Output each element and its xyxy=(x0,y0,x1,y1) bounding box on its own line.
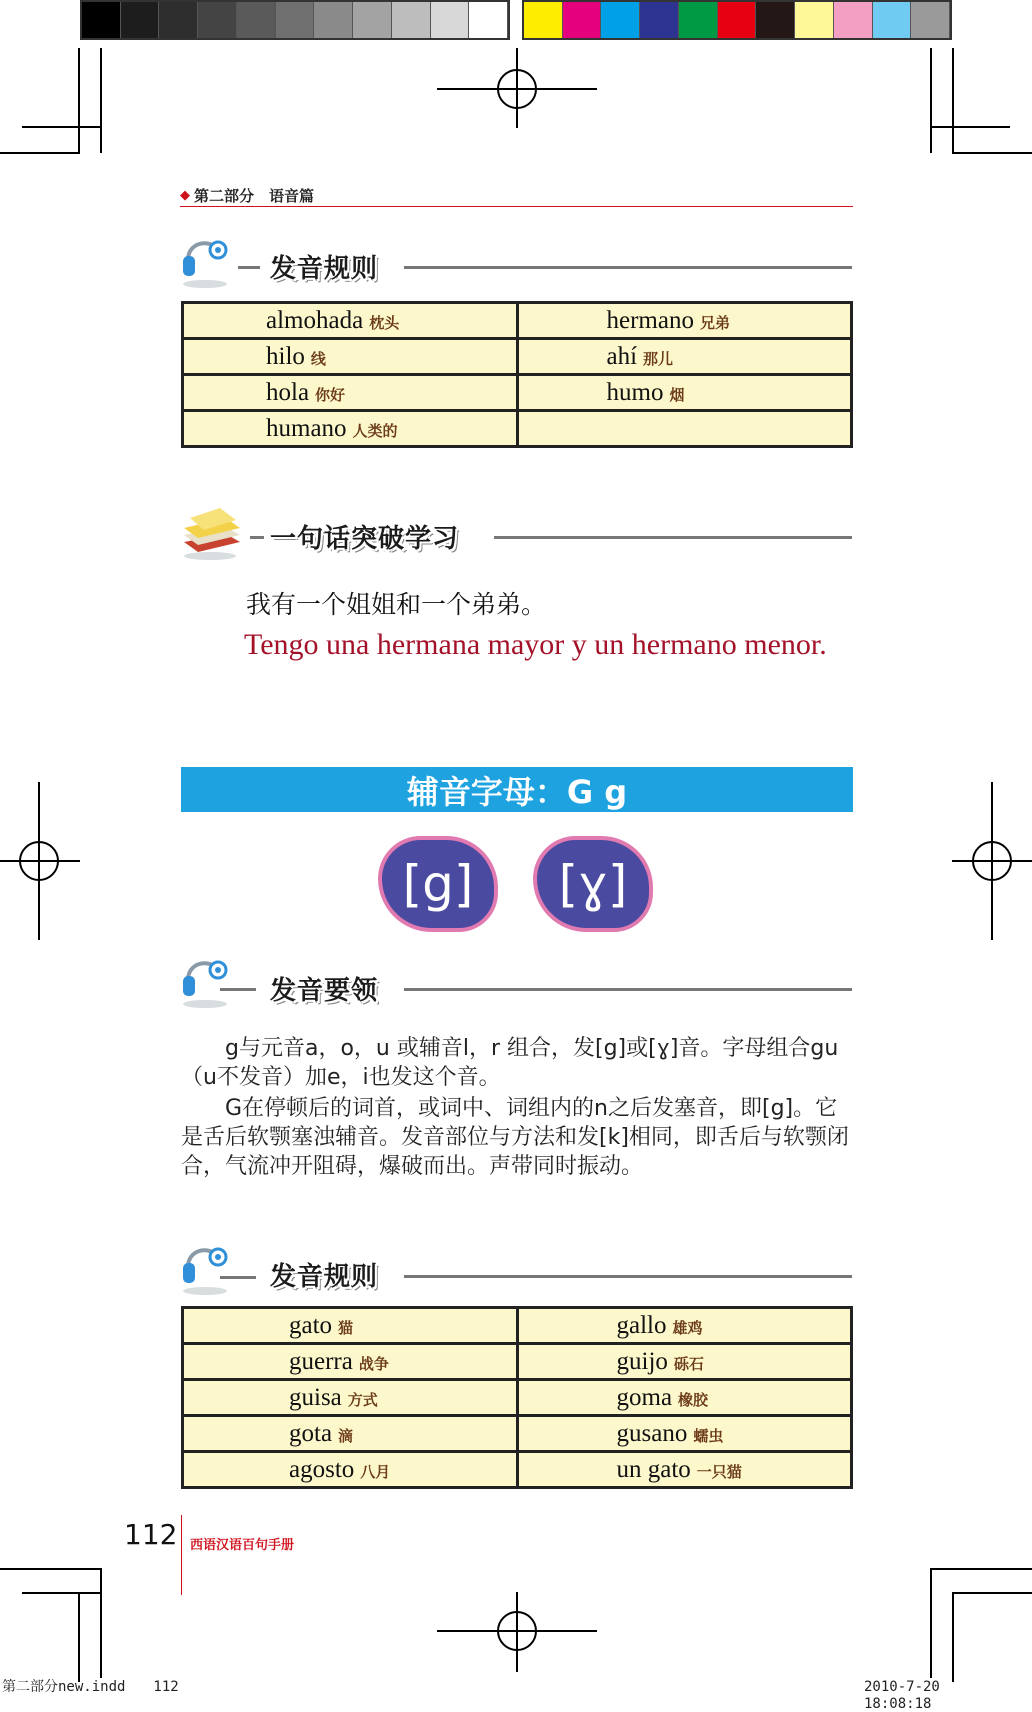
vocab-cell xyxy=(517,339,852,375)
gray-color-bar xyxy=(80,0,510,40)
color-swatch xyxy=(392,2,431,38)
color-swatch xyxy=(756,2,795,38)
pronunciation-rules-table xyxy=(181,1306,853,1489)
consonant-banner xyxy=(181,767,853,812)
color-swatch-bar xyxy=(522,0,952,40)
guide-title: 发音要领 xyxy=(270,976,379,1006)
pronunciation-rules-table xyxy=(181,301,853,448)
spanish-word: gusano xyxy=(616,1419,688,1447)
section-divider xyxy=(404,266,852,269)
color-swatch xyxy=(469,2,508,38)
sentence-chinese: 我有一个姐姐和一个弟弟。 xyxy=(246,590,547,619)
table-row xyxy=(183,375,852,411)
color-swatch xyxy=(640,2,679,38)
spanish-word: humano xyxy=(266,414,347,442)
guide-paragraph-1: g与元音a，o，u 或辅音l，r 组合，发[g]或[ɣ]音。字母组合gu（u不发音）加e，i也发这个音。 xyxy=(181,1036,839,1090)
vocab-cell xyxy=(517,1380,852,1416)
color-swatch xyxy=(524,2,563,38)
spanish-word: almohada xyxy=(266,306,364,334)
table-row xyxy=(183,1344,852,1380)
vocab-cell xyxy=(183,375,518,411)
color-swatch xyxy=(563,2,602,38)
print-timestamp: 2010-7-20 18:08:18 xyxy=(864,1679,968,1712)
color-swatch xyxy=(198,2,237,38)
spanish-word: agosto xyxy=(289,1455,355,1483)
spanish-word: humo xyxy=(606,378,664,406)
color-swatch xyxy=(795,2,834,38)
color-swatch xyxy=(873,2,912,38)
color-swatch xyxy=(276,2,315,38)
chinese-meaning: 兄弟 xyxy=(699,313,730,332)
chinese-meaning: 橡胶 xyxy=(678,1390,709,1409)
sentence-title: 一句话突破学习 xyxy=(270,524,460,554)
table-row xyxy=(183,303,852,339)
chinese-meaning: 砾石 xyxy=(673,1354,704,1373)
section-divider xyxy=(494,536,852,539)
guide-paragraph-2: G在停顿后的词首，或词中、词组内的n之后发塞音，即[g]。它是舌后软颚塞浊辅音。发音部位与方法和发[k]相同，即舌后与软颚闭合，气流冲开阻碍，爆破而出。声带同时振动。 xyxy=(181,1096,849,1179)
headphone-icon xyxy=(180,1235,230,1297)
vocab-cell xyxy=(183,303,518,339)
chinese-meaning: 人类的 xyxy=(352,421,398,440)
spanish-word: ahí xyxy=(606,342,638,370)
spanish-word: hermano xyxy=(606,306,694,334)
chinese-meaning: 你好 xyxy=(315,385,346,404)
vocab-cell xyxy=(517,375,852,411)
table-row xyxy=(183,1416,852,1452)
headphone-icon xyxy=(180,228,230,290)
chinese-meaning: 枕头 xyxy=(369,313,400,332)
section-dash xyxy=(238,266,260,269)
spanish-word: gallo xyxy=(616,1311,667,1339)
phoneme-label: [g] xyxy=(402,855,474,913)
vocab-cell xyxy=(183,1452,518,1488)
vocab-cell xyxy=(183,1308,518,1344)
color-swatch xyxy=(431,2,470,38)
vocab-cell xyxy=(517,1344,852,1380)
chinese-meaning: 那儿 xyxy=(643,349,674,368)
consonant-banner-title: 辅音字母：G g xyxy=(406,772,628,811)
headphone-icon xyxy=(180,948,230,1010)
sentence-spanish: Tengo una hermana mayor y un hermano menor. xyxy=(244,628,827,661)
spanish-word: hilo xyxy=(266,342,305,370)
vocab-cell xyxy=(183,411,518,447)
table-row xyxy=(183,411,852,447)
vocab-cell xyxy=(183,339,518,375)
file-info: 第二部分new.indd 112 xyxy=(2,1679,179,1695)
spanish-word: un gato xyxy=(616,1455,691,1483)
chinese-meaning: 烟 xyxy=(669,385,685,404)
section-label: 第二部分 语音篇 xyxy=(194,187,315,205)
vocab-cell xyxy=(517,411,852,447)
chinese-meaning: 线 xyxy=(310,349,326,368)
vocab-cell xyxy=(517,303,852,339)
diamond-marker-icon: ◆ xyxy=(180,188,190,203)
color-swatch xyxy=(679,2,718,38)
section-dash xyxy=(220,988,256,991)
table-row xyxy=(183,1452,852,1488)
phoneme-label: [ɣ] xyxy=(558,855,628,913)
spanish-word: guisa xyxy=(289,1383,342,1411)
chinese-meaning: 雄鸡 xyxy=(672,1318,703,1337)
section-divider xyxy=(404,1275,852,1278)
color-swatch xyxy=(159,2,198,38)
chinese-meaning: 一只猫 xyxy=(696,1462,742,1481)
vocab-cell xyxy=(183,1380,518,1416)
rules-title: 发音规则 xyxy=(270,1262,379,1292)
spanish-word: goma xyxy=(616,1383,673,1411)
page-number: 112 xyxy=(124,1518,178,1551)
chinese-meaning: 八月 xyxy=(360,1462,391,1481)
rules-title: 发音规则 xyxy=(270,254,379,284)
color-swatch xyxy=(314,2,353,38)
table-row xyxy=(183,1308,852,1344)
section-divider xyxy=(404,988,852,991)
chinese-meaning: 蠕虫 xyxy=(693,1426,724,1445)
phoneme-badge xyxy=(378,836,498,932)
table-row xyxy=(183,339,852,375)
spanish-word: guijo xyxy=(616,1347,668,1375)
color-swatch xyxy=(237,2,276,38)
color-swatch xyxy=(834,2,873,38)
color-swatch xyxy=(911,2,950,38)
color-swatch xyxy=(718,2,757,38)
vocab-cell xyxy=(517,1308,852,1344)
section-dash xyxy=(220,1276,256,1279)
color-swatch xyxy=(121,2,160,38)
color-swatch xyxy=(601,2,640,38)
color-swatch xyxy=(82,2,121,38)
chinese-meaning: 战争 xyxy=(358,1354,389,1373)
vocab-cell xyxy=(517,1416,852,1452)
spanish-word: hola xyxy=(266,378,310,406)
color-swatch xyxy=(353,2,392,38)
chinese-meaning: 滴 xyxy=(338,1426,354,1445)
spanish-word: gota xyxy=(289,1419,333,1447)
chinese-meaning: 猫 xyxy=(338,1318,354,1337)
footer-rule xyxy=(181,1515,182,1595)
book-title: 西语汉语百句手册 xyxy=(190,1538,295,1553)
vocab-cell xyxy=(183,1344,518,1380)
phoneme-badge xyxy=(533,836,653,932)
header-rule xyxy=(180,206,853,207)
table-row xyxy=(183,1380,852,1416)
spanish-word: gato xyxy=(289,1311,333,1339)
chinese-meaning: 方式 xyxy=(347,1390,378,1409)
running-header xyxy=(180,185,314,206)
vocab-cell xyxy=(183,1416,518,1452)
spanish-word: guerra xyxy=(289,1347,353,1375)
books-icon xyxy=(180,502,245,562)
vocab-cell xyxy=(517,1452,852,1488)
section-dash xyxy=(250,536,264,539)
